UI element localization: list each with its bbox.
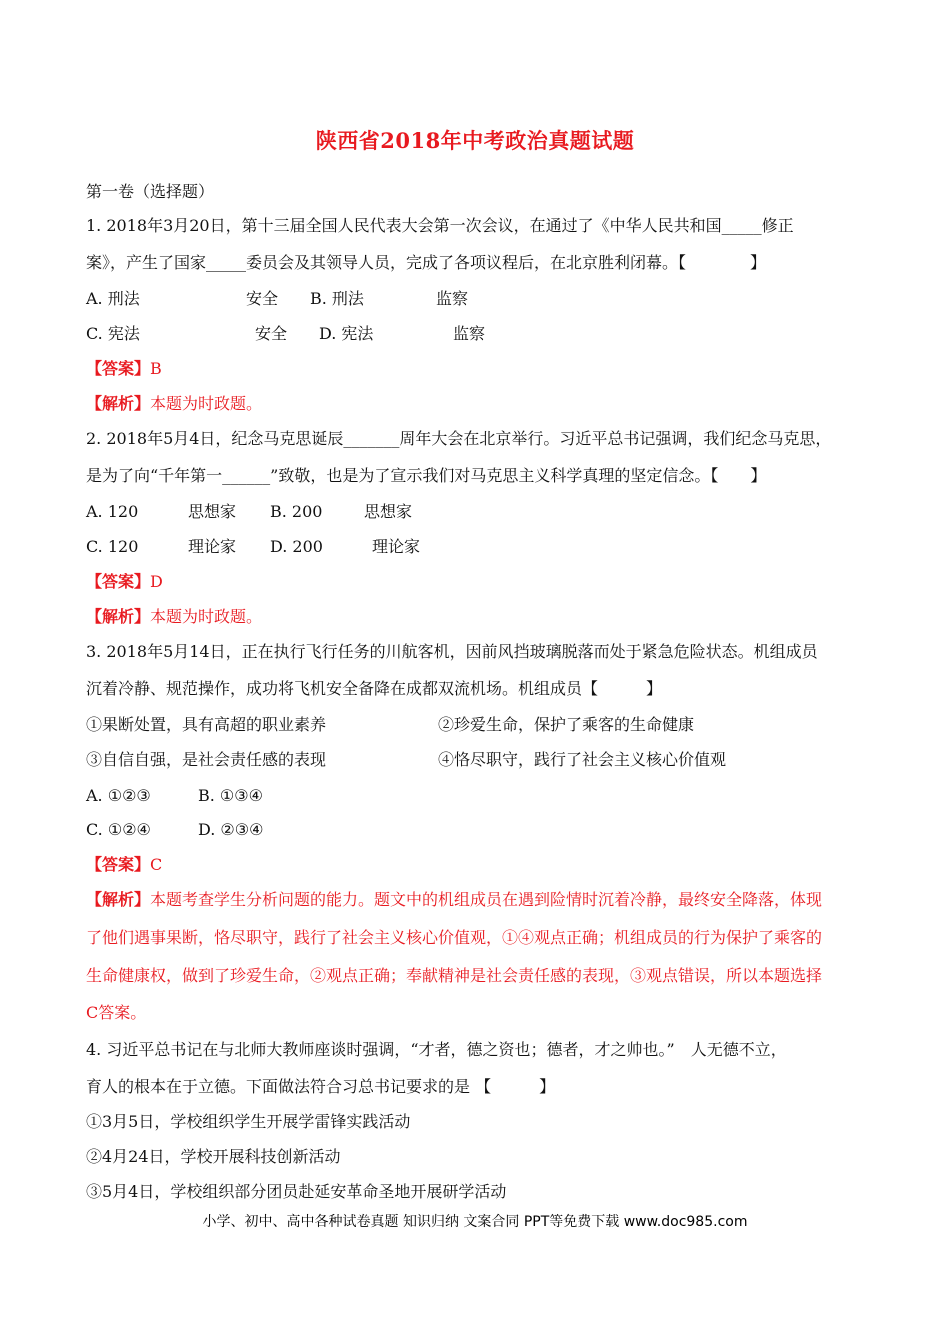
q2-stem-line1: 2. 2018年5月4日，纪念马克思诞辰_______周年大会在北京举行。习近平总书记强调，我们纪念马克思， <box>86 429 832 448</box>
q1-option-d: D. 宪法 <box>319 324 374 343</box>
q3-statement-3: ③自信自强，是社会责任感的表现 <box>86 750 327 769</box>
q1-options-cd <box>86 324 485 344</box>
answer-label: 【答案】 <box>86 359 151 378</box>
answer-label: 【答案】 <box>86 855 151 874</box>
analysis-label: 【解析】 <box>86 607 151 626</box>
q3-option-b: B. ①③④ <box>198 786 263 805</box>
q3-statement-4: ④恪尽职守，践行了社会主义核心价值观 <box>438 750 727 769</box>
q3-statement-2: ②珍爱生命，保护了乘客的生命健康 <box>438 715 695 734</box>
q1-option-b-value: 监察 <box>436 289 469 308</box>
q2-option-a: A. 120 <box>86 502 139 521</box>
q1-answer-value: B <box>150 359 162 378</box>
q1-analysis-text: 本题为时政题。 <box>150 394 263 413</box>
q1-option-b: B. 刑法 <box>310 289 364 308</box>
q3-option-d: D. ②③④ <box>198 820 264 839</box>
q4-statement-3: ③5月4日，学校组织部分团员赴延安革命圣地开展研学活动 <box>86 1182 507 1201</box>
q1-answer <box>86 359 162 379</box>
q2-stem-line2: 是为了向“千年第一______”致敬，也是为了宣示我们对马克思主义科学真理的坚定信念。【 】 <box>86 466 767 485</box>
q2-option-b: B. 200 <box>270 502 323 521</box>
page-title: 陕西省2018年中考政治真题试题 <box>315 128 635 153</box>
q2-option-c-value: 理论家 <box>188 537 237 556</box>
q3-analysis-line2: 了他们遇事果断，恪尽职守，践行了社会主义核心价值观，①④观点正确；机组成员的行为保护了乘客的 <box>86 928 823 947</box>
q3-analysis-line3: 生命健康权，做到了珍爱生命，②观点正确；奉献精神是社会责任感的表现，③观点错误，所以本题选择 <box>86 966 823 985</box>
footer-banner: 小学、初中、高中各种试卷真题 知识归纳 文案合同 PPT等免费下载 www.doc985.com <box>202 1214 748 1230</box>
q2-option-d: D. 200 <box>270 537 323 556</box>
q2-analysis <box>86 607 262 627</box>
q4-stem-line1: 4. 习近平总书记在与北师大教师座谈时强调，“才者，德之资也；德者，才之帅也。” 人无德不立， <box>86 1040 787 1059</box>
q3-stem-line1: 3. 2018年5月14日，正在执行飞行任务的川航客机，因前风挡玻璃脱落而处于紧急危险状态。机组成员 <box>86 642 818 661</box>
q3-answer-value: C <box>150 855 163 874</box>
q2-options-ab <box>86 502 412 522</box>
q3-answer <box>86 855 162 875</box>
q3-analysis-line4: C答案。 <box>86 1003 147 1022</box>
q1-option-a: A. 刑法 <box>86 289 140 308</box>
analysis-label: 【解析】 <box>86 394 151 413</box>
q1-stem-line2: 案》，产生了国家_____委员会及其领导人员，完成了各项议程后，在北京胜利闭幕。【 】 <box>86 253 767 272</box>
q3-statements-34 <box>86 750 726 770</box>
q1-stem-line1: 1. 2018年3月20日，第十三届全国人民代表大会第一次会议，在通过了《中华人民共和国_____修正 <box>86 216 794 235</box>
q3-analysis-text-1: 本题考查学生分析问题的能力。题文中的机组成员在遇到险情时沉着冷静，最终安全降落，体现 <box>150 890 823 909</box>
q4-statement-2: ②4月24日，学校开展科技创新活动 <box>86 1147 341 1166</box>
q2-option-d-value: 理论家 <box>372 537 421 556</box>
answer-label: 【答案】 <box>86 572 151 591</box>
q1-options-ab <box>86 289 468 309</box>
q3-options-ab <box>86 786 263 806</box>
q3-stem-line2: 沉着冷静、规范操作，成功将飞机安全备降在成都双流机场。机组成员【 】 <box>86 679 663 698</box>
q3-options-cd <box>86 820 263 840</box>
q2-option-c: C. 120 <box>86 537 139 556</box>
q2-answer-value: D <box>150 572 163 591</box>
q2-analysis-text: 本题为时政题。 <box>150 607 263 626</box>
q1-option-c: C. 宪法 <box>86 324 140 343</box>
q4-statement-1: ①3月5日，学校组织学生开展学雷锋实践活动 <box>86 1112 411 1131</box>
q3-analysis-line1 <box>86 890 822 910</box>
q2-options-cd <box>86 537 420 557</box>
section-heading: 第一卷（选择题） <box>86 182 215 201</box>
q3-option-c: C. ①②④ <box>86 820 151 839</box>
q2-answer <box>86 572 163 592</box>
q1-option-c-value: 安全 <box>255 324 288 343</box>
analysis-label: 【解析】 <box>86 890 151 909</box>
q3-statement-1: ①果断处置，具有高超的职业素养 <box>86 715 327 734</box>
q1-option-a-value: 安全 <box>246 289 279 308</box>
q1-option-d-value: 监察 <box>453 324 486 343</box>
q3-option-a: A. ①②③ <box>86 786 151 805</box>
q2-option-b-value: 思想家 <box>364 502 413 521</box>
q1-analysis <box>86 394 262 414</box>
q3-statements-12 <box>86 715 694 735</box>
q4-stem-line2: 育人的根本在于立德。下面做法符合习总书记要求的是 【 】 <box>86 1077 556 1096</box>
q2-option-a-value: 思想家 <box>188 502 237 521</box>
